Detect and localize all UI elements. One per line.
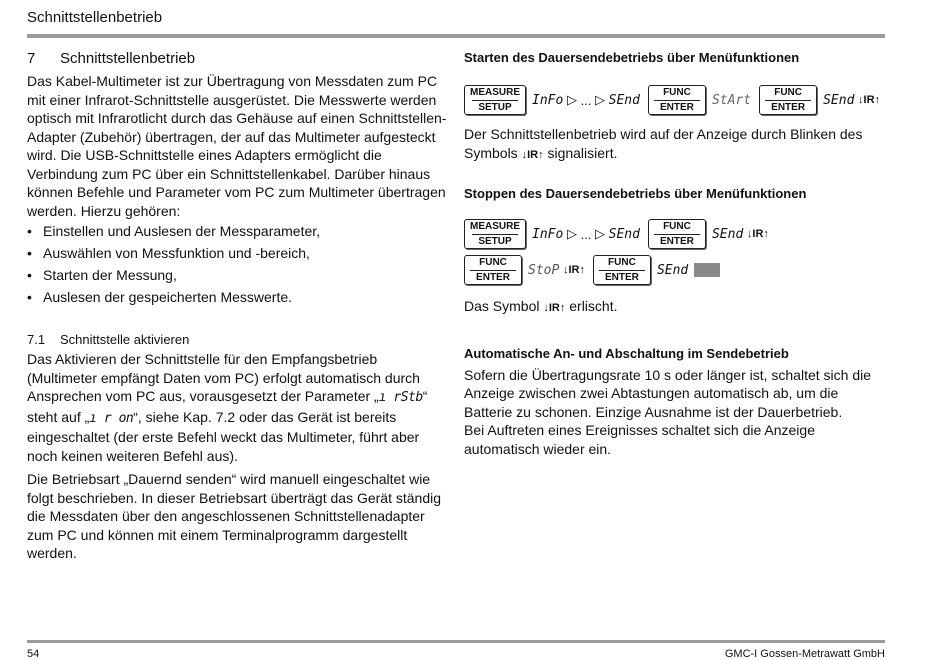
subsection-heading (27, 332, 447, 347)
footer-rule (27, 640, 885, 643)
list-item: • Auslesen der gespeicherten Messwerte. (27, 288, 447, 307)
key-top-label: FUNC (663, 220, 691, 232)
display-send: SEnd (823, 92, 855, 108)
stop-heading: Stoppen des Dauersendebetriebs über Menüfunktionen (464, 186, 807, 201)
left-column (27, 50, 447, 563)
key-top-label: FUNC (608, 256, 636, 268)
key-bottom-label: ENTER (771, 101, 806, 113)
mode-paragraph: Die Betriebsart „Dauernd senden“ wird manuell eingeschaltet wie folgt beschrieben. In dieser Betriebsart überträgt das Gerät ständig die Messdaten über den angeschlossenen Schnittstellenadapter zum PC und können mit einem Terminalprogramm dargestellt werden. (27, 471, 442, 561)
list-item: • Starten der Messung, (27, 266, 447, 285)
display-send: SEnd (711, 226, 744, 242)
ir-off-indicator (694, 263, 720, 277)
start-description (464, 125, 889, 164)
ir-icon: ↓IR↑ (858, 94, 881, 106)
display-info: InFo (532, 92, 564, 108)
text-run: Das Aktivieren der Schnittstelle für den Empfangsbetrieb (Multimeter empfängt Daten vom PC) erfolgt automatisch durch Ansprechen vom PC aus, vorausgesetzt der Parameter „ (27, 351, 420, 404)
auto-paragraph-2: Bei Auftreten eines Ereignisses schaltet sich die Anzeige automatisch wieder ein. (464, 422, 815, 457)
func-enter-key[interactable] (759, 85, 817, 115)
key-bottom-label: ENTER (660, 101, 694, 113)
key-top-label: FUNC (663, 86, 691, 98)
measure-setup-key[interactable] (464, 219, 526, 249)
intro-paragraph: Das Kabel-Multimeter ist zur Übertragung von Messdaten zum PC mit einer Infrarot-Schnittstelle ausgerüstet. Die Messwerte werden optisch mit Infrarotlicht durch das Gehäuse auf einen Schnittstellen-Adapter (Zubehör) übertragen, der auf das Multimeter aufgesteckt wird. Die USB-Schnittstelle eines Adapters ermöglicht die Verbindung zum PC über ein Schnittstellenkabel. Darüber hinaus können Befehle und Parameter vom PC zum Multimeter übertragen werden. Hierzu gehören: (27, 73, 447, 219)
display-send: SEnd (608, 226, 640, 242)
right-column (464, 50, 889, 458)
display-stop: StoP (528, 262, 560, 278)
ellipsis: ... (580, 226, 592, 242)
subsection-title: Schnittstelle aktivieren (60, 332, 190, 347)
running-header: Schnittstellenbetrieb (27, 9, 163, 26)
subsection-number: 7.1 (27, 332, 46, 347)
list-item: • Einstellen und Auslesen der Messparameter, (27, 222, 447, 241)
ir-icon: ↓IR↑ (746, 228, 769, 240)
key-bottom-label: ENTER (604, 271, 639, 283)
start-sequence (464, 83, 889, 117)
text-run: Das Symbol (464, 298, 544, 314)
text-run: Der Schnittstellenbetrieb wird auf der Anzeige durch Blinken des Symbols (464, 126, 863, 161)
stop-sequence-row1 (464, 217, 889, 251)
triangle-right-icon: ▷ (566, 226, 577, 241)
text-run: “, siehe Kap. 7.2 oder das Gerät ist bereits eingeschaltet (der erste Befehl weckt das Multimeter, führt aber noch keinen weiteren Befehl aus). (27, 408, 420, 464)
section-heading (27, 50, 447, 67)
key-bottom-label: ENTER (476, 271, 510, 283)
key-bottom-label: SETUP (478, 235, 512, 247)
ir-icon: ↓IR↑ (543, 302, 566, 314)
activation-paragraph (27, 350, 447, 465)
param-display-rstb: ı rStb (378, 390, 423, 405)
text-run: erlischt. (565, 298, 618, 314)
text-run: signalisiert. (543, 144, 618, 161)
ir-icon: ↓IR↑ (562, 264, 585, 276)
triangle-right-icon: ▷ (595, 92, 606, 107)
company-name: GMC-I Gossen-Metrawatt GmbH (724, 648, 885, 660)
key-bottom-label: SETUP (478, 101, 512, 113)
param-display-ron: ı r on (89, 410, 134, 426)
display-start: StArt (711, 92, 752, 108)
stop-description (464, 297, 889, 318)
ellipsis: ... (580, 92, 592, 108)
key-top-label: FUNC (774, 86, 802, 98)
func-enter-key[interactable] (593, 255, 651, 285)
key-bottom-label: ENTER (660, 235, 694, 247)
page-number: 54 (27, 648, 40, 660)
stop-sequence-row2 (464, 253, 889, 287)
func-enter-key[interactable] (648, 85, 706, 115)
section-number: 7 (27, 50, 36, 67)
key-top-label: MEASURE (469, 86, 520, 98)
func-enter-key[interactable] (464, 255, 522, 285)
display-info: InFo (532, 226, 564, 242)
ir-icon: ↓IR↑ (521, 148, 544, 161)
display-send: SEnd (608, 92, 640, 108)
list-item: • Auswählen von Messfunktion und -bereich, (27, 244, 447, 263)
text-run: “ steht auf „ (27, 388, 428, 425)
auto-paragraph-1: Sofern die Übertragungsrate 10 s oder länger ist, schaltet sich die Anzeige zwischen zwei Abtastungen automatisch ab, um die Batterie zu schonen. Einzige Ausnahme ist der Dauerbetrieb. (464, 366, 872, 420)
header-rule (27, 34, 885, 38)
start-heading: Starten des Dauersendebetriebs über Menüfunktionen (464, 50, 800, 65)
key-top-label: MEASURE (469, 220, 520, 232)
auto-heading: Automatische An- und Abschaltung im Sendebetrieb (464, 345, 789, 361)
display-send: SEnd (656, 262, 689, 278)
triangle-right-icon: ▷ (566, 92, 577, 107)
triangle-right-icon: ▷ (595, 226, 606, 241)
feature-list (27, 222, 447, 307)
measure-setup-key[interactable] (464, 85, 526, 115)
section-title: Schnittstellenbetrieb (60, 50, 196, 67)
func-enter-key[interactable] (648, 219, 706, 249)
key-top-label: FUNC (479, 256, 507, 268)
